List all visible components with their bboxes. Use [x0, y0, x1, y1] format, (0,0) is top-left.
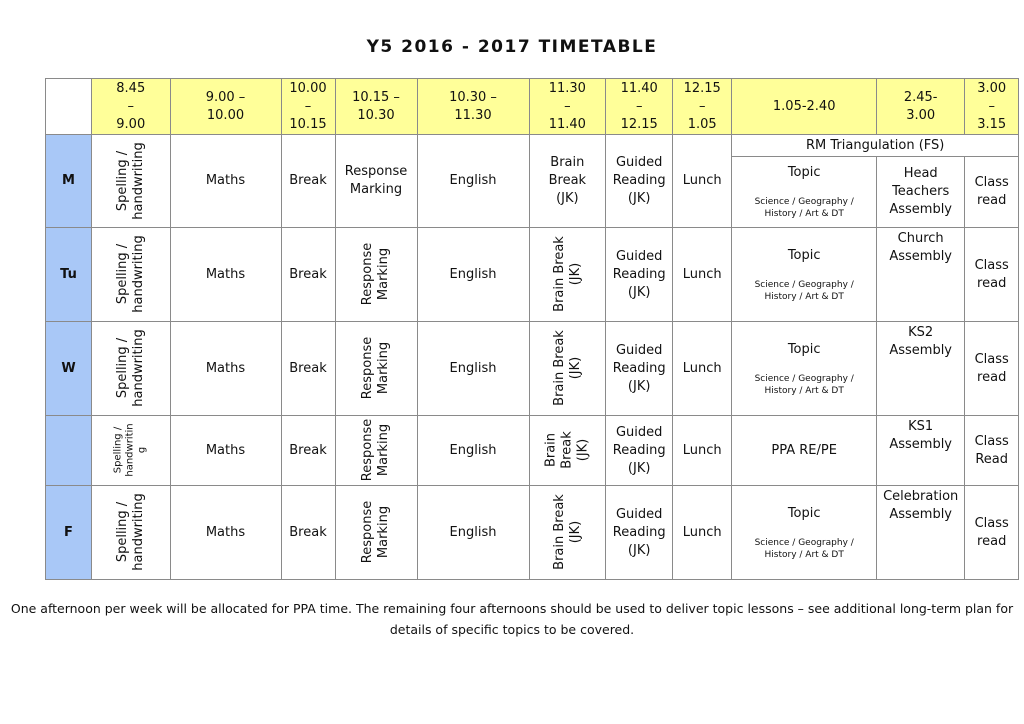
guided-reading-cell: Guided Reading (JK) — [606, 322, 673, 416]
guided-reading-cell: Guided Reading (JK) — [606, 486, 673, 580]
assembly-cell: KS1 Assembly — [877, 416, 965, 486]
class-read-cell: Class read — [965, 157, 1019, 228]
response-marking-cell: Response Marking — [335, 416, 417, 486]
timetable — [45, 78, 1019, 580]
guided-reading-cell: Guided Reading (JK) — [606, 228, 673, 322]
break-cell: Break — [281, 322, 335, 416]
time-slot: 10.00 – 10.15 — [281, 79, 335, 135]
lunch-cell: Lunch — [673, 322, 732, 416]
time-slot: 12.15 – 1.05 — [673, 79, 732, 135]
table-row-wednesday — [46, 322, 1019, 416]
break-cell: Break — [281, 486, 335, 580]
assembly-cell: Head Teachers Assembly — [877, 157, 965, 228]
response-marking-cell: Response Marking — [335, 322, 417, 416]
time-slot: 11.30 – 11.40 — [529, 79, 606, 135]
english-cell: English — [417, 228, 529, 322]
topic-cell: Topic Science / Geography / History / Art & DT — [732, 486, 877, 580]
day-label: F — [46, 486, 92, 580]
lunch-cell: Lunch — [673, 228, 732, 322]
topic-cell: Topic Science / Geography / History / Art & DT — [732, 228, 877, 322]
time-slot: 11.40 – 12.15 — [606, 79, 673, 135]
corner-cell — [46, 79, 92, 135]
class-read-cell: Class Read — [965, 416, 1019, 486]
time-slot: 3.00 – 3.15 — [965, 79, 1019, 135]
table-row-monday — [46, 135, 1019, 157]
break-cell: Break — [281, 135, 335, 228]
spelling-cell: Spelling / handwriting — [92, 228, 171, 322]
time-slot: 2.45- 3.00 — [877, 79, 965, 135]
maths-cell: Maths — [170, 135, 281, 228]
assembly-cell: Church Assembly — [877, 228, 965, 322]
maths-cell: Maths — [170, 416, 281, 486]
english-cell: English — [417, 486, 529, 580]
break-cell: Break — [281, 416, 335, 486]
response-marking-cell: Response Marking — [335, 486, 417, 580]
spelling-cell: Spelling / handwriting — [92, 486, 171, 580]
day-label: Tu — [46, 228, 92, 322]
spelling-cell: Spelling / handwriting — [92, 322, 171, 416]
lunch-cell: Lunch — [673, 416, 732, 486]
spelling-cell: Spelling / handwritin g — [92, 416, 171, 486]
lunch-cell: Lunch — [673, 135, 732, 228]
maths-cell: Maths — [170, 486, 281, 580]
topic-cell: Topic Science / Geography / History / Art & DT — [732, 157, 877, 228]
brain-break-cell: Brain Break (JK) — [529, 486, 606, 580]
footer-note: One afternoon per week will be allocated for PPA time. The remaining four afternoons should be used to deliver topic lessons – see additional long-term plan for details of specific topics to be covered. — [10, 601, 1014, 637]
time-slot: 8.45 – 9.00 — [92, 79, 171, 135]
page-title: Y5 2016 - 2017 TIMETABLE — [366, 37, 658, 57]
class-read-cell: Class read — [965, 228, 1019, 322]
response-marking-cell: Response Marking — [335, 135, 417, 228]
lunch-cell: Lunch — [673, 486, 732, 580]
table-row-tuesday — [46, 228, 1019, 322]
table-row-thursday — [46, 416, 1019, 486]
time-header-row — [46, 79, 1019, 135]
time-slot: 10.30 – 11.30 — [417, 79, 529, 135]
break-cell: Break — [281, 228, 335, 322]
assembly-cell: Celebration Assembly — [877, 486, 965, 580]
class-read-cell: Class read — [965, 322, 1019, 416]
english-cell: English — [417, 322, 529, 416]
english-cell: English — [417, 135, 529, 228]
maths-cell: Maths — [170, 228, 281, 322]
rm-triangulation-cell: RM Triangulation (FS) — [732, 135, 1019, 157]
day-label: M — [46, 135, 92, 228]
spelling-cell: Spelling / handwriting — [92, 135, 171, 228]
guided-reading-cell: Guided Reading (JK) — [606, 135, 673, 228]
day-label — [46, 416, 92, 486]
maths-cell: Maths — [170, 322, 281, 416]
time-slot: 10.15 – 10.30 — [335, 79, 417, 135]
day-label: W — [46, 322, 92, 416]
brain-break-cell: Brain Break (JK) — [529, 135, 606, 228]
response-marking-cell: Response Marking — [335, 228, 417, 322]
english-cell: English — [417, 416, 529, 486]
brain-break-cell: Brain Break (JK) — [529, 228, 606, 322]
time-slot: 1.05-2.40 — [732, 79, 877, 135]
brain-break-cell: Brain Break (JK) — [529, 322, 606, 416]
table-row-friday — [46, 486, 1019, 580]
brain-break-cell: Brain Break (JK) — [529, 416, 606, 486]
ppa-cell: PPA RE/PE — [732, 416, 877, 486]
assembly-cell: KS2 Assembly — [877, 322, 965, 416]
topic-cell: Topic Science / Geography / History / Art & DT — [732, 322, 877, 416]
time-slot: 9.00 – 10.00 — [170, 79, 281, 135]
class-read-cell: Class read — [965, 486, 1019, 580]
guided-reading-cell: Guided Reading (JK) — [606, 416, 673, 486]
